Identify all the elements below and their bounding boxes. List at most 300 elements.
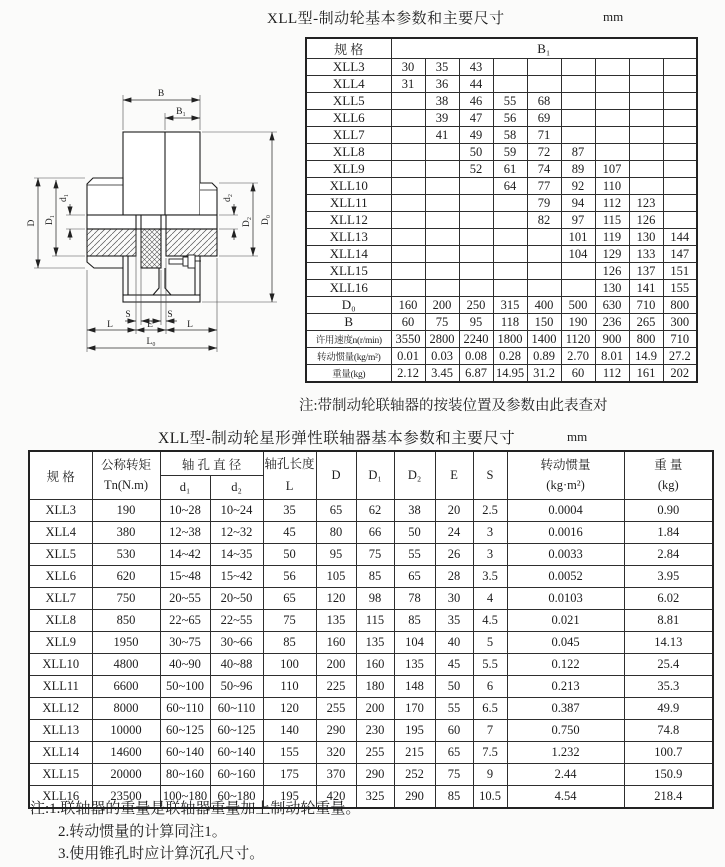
t2-cell: 200 [316,654,356,676]
t2-cell: 50 [394,522,435,544]
t1-cell: 47 [459,110,493,127]
t2-bore-length-line1: 轴孔长度 [264,456,315,471]
t1-cell: 14.9 [629,348,663,365]
t2-cell: 80 [316,522,356,544]
t1-cell [527,263,561,280]
t2-row [29,544,713,566]
t2-cell: 115 [356,610,394,632]
t1-cell [391,229,425,246]
t2-cell: 60~125 [160,720,210,742]
t1-cell: 97 [561,212,595,229]
table2-title: XLL型-制动轮星形弹性联轴器基本参数和主要尺寸 [158,430,516,447]
t2-cell: 12~38 [160,522,210,544]
t1-cell: 79 [527,195,561,212]
t2-cell: 100~180 [160,786,210,809]
coupling-part-outline [87,132,217,302]
t1-cell: 64 [493,178,527,195]
t1-cell: 130 [595,280,629,297]
t2-weight-header [624,451,713,500]
t2-cell: 135 [356,632,394,654]
t2-cell: 14600 [92,742,160,764]
t2-inertia-line2: (kg·m²) [546,477,585,492]
t1-row [306,144,697,161]
t2-cell: 60~140 [210,742,263,764]
t1-cell: 75 [425,314,459,331]
t1-cell: 202 [663,365,697,383]
t2-cell: 4.5 [473,610,507,632]
t1-cell [595,93,629,110]
t2-row-label: XLL16 [29,786,92,809]
t1-cell [493,195,527,212]
t1-cell: 31 [391,76,425,93]
t1-cell [561,93,595,110]
t1-cell: 190 [561,314,595,331]
t2-spec-header: 规 格 [29,451,92,500]
t2-row-label: XLL9 [29,632,92,654]
t2-header-row-1 [29,451,713,476]
t1-cell [459,212,493,229]
t1-cell: 46 [459,93,493,110]
t2-cell: 255 [316,698,356,720]
t1-cell: 126 [629,212,663,229]
t2-torque-header [92,451,160,500]
t1-cell [391,263,425,280]
t1-cell [663,144,697,161]
t1-cell: 150 [527,314,561,331]
t2-cell: 0.0004 [507,500,624,522]
t2-cell: 49.9 [624,698,713,720]
t1-cell: 141 [629,280,663,297]
t2-cell: 1.232 [507,742,624,764]
t1-cell: 123 [629,195,663,212]
t1-row-label: XLL12 [306,212,391,229]
t2-cell: 9 [473,764,507,786]
t2-cell: 50~96 [210,676,263,698]
t2-cell: 15~42 [210,566,263,588]
t1-cell [629,110,663,127]
t2-cell: 22~55 [210,610,263,632]
t2-cell: 420 [316,786,356,809]
t1-row [306,246,697,263]
t1-cell [561,76,595,93]
t1-cell: 41 [425,127,459,144]
t2-cell: 620 [92,566,160,588]
t2-cell: 50 [263,544,316,566]
t2-cell: 75 [263,610,316,632]
t2-cell: 65 [394,566,435,588]
bolt-detail [169,255,201,268]
note-line: 3.使用锥孔时应计算沉孔尺寸。 [58,846,265,862]
t2-cell: 30~75 [160,632,210,654]
t2-cell: 230 [356,720,394,742]
t1-cell [595,144,629,161]
t1-cell [663,93,697,110]
t1-cell: 36 [425,76,459,93]
t1-cell: 2240 [459,331,493,348]
t2-cell: 100.7 [624,742,713,764]
t1-cell: 3550 [391,331,425,348]
t2-cell: 380 [92,522,160,544]
t2-row-label: XLL13 [29,720,92,742]
t2-cell: 0.387 [507,698,624,720]
t1-header-row [306,38,697,59]
t2-cell: 100 [263,654,316,676]
t1-row [306,195,697,212]
t2-cell: 200 [356,698,394,720]
t1-row [306,127,697,144]
t2-cell: 8000 [92,698,160,720]
t2-cell: 3 [473,544,507,566]
t2-cell: 20000 [92,764,160,786]
t1-cell [425,229,459,246]
t2-cell: 3 [473,522,507,544]
t1-cell: 59 [493,144,527,161]
table1-title: XLL型-制动轮基本参数和主要尺寸 [267,11,505,27]
t2-row-label: XLL8 [29,610,92,632]
t1-cell: 60 [391,314,425,331]
dim-label-d1: d₁ [59,193,69,203]
t1-cell [527,229,561,246]
t1-cell: 133 [629,246,663,263]
t1-cell: 14.95 [493,365,527,383]
t1-cell: 236 [595,314,629,331]
t1-cell: 0.01 [391,348,425,365]
t1-cell [425,161,459,178]
t1-cell [391,178,425,195]
t2-cell: 65 [316,500,356,522]
t1-cell: 0.08 [459,348,493,365]
t1-cell: 2.70 [561,348,595,365]
t2-cell: 120 [316,588,356,610]
t2-cell: 22~65 [160,610,210,632]
t2-cell: 290 [356,764,394,786]
t2-cell: 850 [92,610,160,632]
t2-cell: 155 [263,742,316,764]
t1-cell: 1800 [493,331,527,348]
t2-cell: 98 [356,588,394,610]
t2-cell: 0.0052 [507,566,624,588]
brake-wheel-table [305,37,698,383]
t2-cell: 56 [263,566,316,588]
t1-cell: 800 [663,297,697,314]
t2-cell: 14~35 [210,544,263,566]
t1-cell [493,246,527,263]
t1-row-label: D₀ [306,297,391,314]
t2-cell: 10000 [92,720,160,742]
t2-row [29,632,713,654]
t1-cell [527,59,561,76]
t1-cell: 630 [595,297,629,314]
t2-row [29,654,713,676]
t1-row-label: XLL14 [306,246,391,263]
t1-cell: 61 [493,161,527,178]
t2-inertia-header [507,451,624,500]
t1-cell: 0.28 [493,348,527,365]
t2-row-label: XLL3 [29,500,92,522]
t2-S-header: S [473,451,507,500]
t1-cell: 144 [663,229,697,246]
t2-bore-length-header [263,451,316,500]
t1-row-label: B [306,314,391,331]
t2-row-label: XLL5 [29,544,92,566]
t1-cell: 250 [459,297,493,314]
t1-cell [391,127,425,144]
t2-row [29,610,713,632]
t1-cell: 71 [527,127,561,144]
t1-cell [493,280,527,297]
t2-cell: 0.0033 [507,544,624,566]
t1-cell [391,161,425,178]
t1-cell: 110 [595,178,629,195]
t2-cell: 4 [473,588,507,610]
t1-cell: 89 [561,161,595,178]
t2-cell: 370 [316,764,356,786]
t2-D1-header: D₁ [356,451,394,500]
t1-cell: 118 [493,314,527,331]
t2-cell: 0.0103 [507,588,624,610]
t1-row [306,348,697,365]
t2-cell: 50 [435,676,473,698]
t1-cell [459,246,493,263]
t2-cell: 4.54 [507,786,624,809]
t2-cell: 85 [435,786,473,809]
t2-cell: 85 [394,610,435,632]
t2-cell: 38 [394,500,435,522]
t1-cell: 50 [459,144,493,161]
t2-cell: 15~48 [160,566,210,588]
dim-label-D0: D₀ [261,214,271,226]
table2-notes [30,798,360,866]
t1-row-label: 许用速度n(r/min) [306,331,391,348]
t1-row-label: XLL10 [306,178,391,195]
t1-cell: 115 [595,212,629,229]
t1-row-label: XLL16 [306,280,391,297]
t2-body [29,500,713,809]
dim-label-B1: B₁ [176,107,186,117]
t2-cell: 104 [394,632,435,654]
t1-cell: 69 [527,110,561,127]
table1-unit-label: mm [603,9,624,24]
dim-label-D1: D₁ [45,214,55,226]
t1-cell: 200 [425,297,459,314]
t1-cell [629,178,663,195]
t2-cell: 0.021 [507,610,624,632]
t2-cell: 66 [356,522,394,544]
t2-cell: 40~88 [210,654,263,676]
t1-cell [391,280,425,297]
t2-row-label: XLL15 [29,764,92,786]
t2-cell: 14~42 [160,544,210,566]
t1-cell: 87 [561,144,595,161]
t2-cell: 3.5 [473,566,507,588]
t2-cell: 0.0016 [507,522,624,544]
t2-cell: 750 [92,588,160,610]
t1-row-label: XLL5 [306,93,391,110]
t2-cell: 25.4 [624,654,713,676]
t2-row [29,522,713,544]
t1-cell [663,161,697,178]
t1-cell [459,195,493,212]
t1-cell [595,127,629,144]
t1-row-label: XLL3 [306,59,391,76]
t2-cell: 7.5 [473,742,507,764]
t2-cell: 195 [263,786,316,809]
t2-cell: 60~110 [210,698,263,720]
t1-cell [493,59,527,76]
t2-cell: 135 [394,654,435,676]
note-line: 注:1.联轴器的重量是联轴器重量加上制动轮重量。 [30,801,361,817]
t2-cell: 175 [263,764,316,786]
t1-cell: 94 [561,195,595,212]
t1-row [306,331,697,348]
t2-weight-line1: 重 量 [654,458,683,473]
t2-cell: 35 [435,610,473,632]
t1-cell: 107 [595,161,629,178]
t1-cell [459,280,493,297]
t2-cell: 10~28 [160,500,210,522]
t1-cell: 2800 [425,331,459,348]
t2-cell: 6.02 [624,588,713,610]
t2-cell: 140 [263,720,316,742]
t2-cell: 60 [435,720,473,742]
t1-cell: 56 [493,110,527,127]
t1-cell: 155 [663,280,697,297]
t2-cell: 6.5 [473,698,507,720]
t2-weight-line2: (kg) [657,477,679,492]
t2-row [29,566,713,588]
t2-cell: 78 [394,588,435,610]
coupling-cross-section-drawing [22,72,302,372]
t2-cell: 6600 [92,676,160,698]
t2-cell: 80~160 [160,764,210,786]
t1-cell [561,280,595,297]
t1-row-label: 重量(kg) [306,365,391,383]
t2-cell: 45 [263,522,316,544]
t1-cell: 0.03 [425,348,459,365]
t2-row [29,742,713,764]
t1-cell: 137 [629,263,663,280]
t2-cell: 180 [356,676,394,698]
t1-row-label: XLL9 [306,161,391,178]
t1-cell [561,59,595,76]
t1-cell [391,93,425,110]
t1-cell [425,280,459,297]
t1-cell [595,110,629,127]
t1-row [306,76,697,93]
t1-cell [459,263,493,280]
t1-cell: 0.89 [527,348,561,365]
t1-cell: 130 [629,229,663,246]
t2-row-label: XLL6 [29,566,92,588]
t2-cell: 3.95 [624,566,713,588]
dim-label-E: E [147,320,153,330]
t1-cell [493,263,527,280]
t2-cell: 20~55 [160,588,210,610]
t1-cell [561,127,595,144]
t2-cell: 60~110 [160,698,210,720]
t1-row [306,314,697,331]
t1-row [306,365,697,383]
t2-cell: 0.122 [507,654,624,676]
t2-cell: 10.5 [473,786,507,809]
t1-cell: 77 [527,178,561,195]
t1-cell [629,161,663,178]
t1-row [306,229,697,246]
t2-d2-header: d₂ [210,476,263,500]
t2-D-header: D [316,451,356,500]
dim-label-d2: d₂ [223,193,233,203]
t1-cell [527,280,561,297]
t1-cell: 900 [595,331,629,348]
t1-row [306,93,697,110]
t2-cell: 95 [316,544,356,566]
t2-cell: 252 [394,764,435,786]
t1-cell [561,263,595,280]
t2-cell: 60~160 [210,764,263,786]
t2-cell: 2.84 [624,544,713,566]
t2-cell: 530 [92,544,160,566]
t2-cell: 160 [316,632,356,654]
t2-cell: 20 [435,500,473,522]
t1-cell [425,144,459,161]
t1-cell: 710 [663,331,697,348]
t2-cell: 225 [316,676,356,698]
t1-cell: 315 [493,297,527,314]
t2-cell: 85 [263,632,316,654]
t1-cell: 3.45 [425,365,459,383]
t1-cell [663,127,697,144]
t1-cell: 92 [561,178,595,195]
t1-cell: 1120 [561,331,595,348]
dim-label-L-left: L [107,320,113,330]
t1-cell [391,110,425,127]
t2-cell: 325 [356,786,394,809]
t1-cell: 74 [527,161,561,178]
t2-row [29,500,713,522]
t1-row [306,297,697,314]
t1-row-label: XLL6 [306,110,391,127]
t1-cell [629,76,663,93]
t1-cell: 60 [561,365,595,383]
t1-cell [663,76,697,93]
t1-row-label: XLL15 [306,263,391,280]
t2-cell: 170 [394,698,435,720]
t1-cell [595,76,629,93]
t2-row-label: XLL4 [29,522,92,544]
t2-row-label: XLL11 [29,676,92,698]
t2-row [29,588,713,610]
t1-cell: 55 [493,93,527,110]
t2-cell: 50~100 [160,676,210,698]
t2-inertia-line1: 转动惯量 [540,458,591,473]
t2-cell: 0.90 [624,500,713,522]
t1-cell: 2.12 [391,365,425,383]
t2-cell: 30 [435,588,473,610]
t1-cell [663,110,697,127]
t2-cell: 195 [394,720,435,742]
t1-cell [425,178,459,195]
t1-cell: 101 [561,229,595,246]
t1-cell [425,246,459,263]
t2-cell: 150.9 [624,764,713,786]
t2-cell: 120 [263,698,316,720]
t2-cell: 60~180 [210,786,263,809]
t2-cell: 2.44 [507,764,624,786]
t2-D2-header: D₂ [394,451,435,500]
t2-cell: 4800 [92,654,160,676]
t2-bore-dia-header: 轴 孔 直 径 [160,451,263,476]
t1-cell [561,110,595,127]
